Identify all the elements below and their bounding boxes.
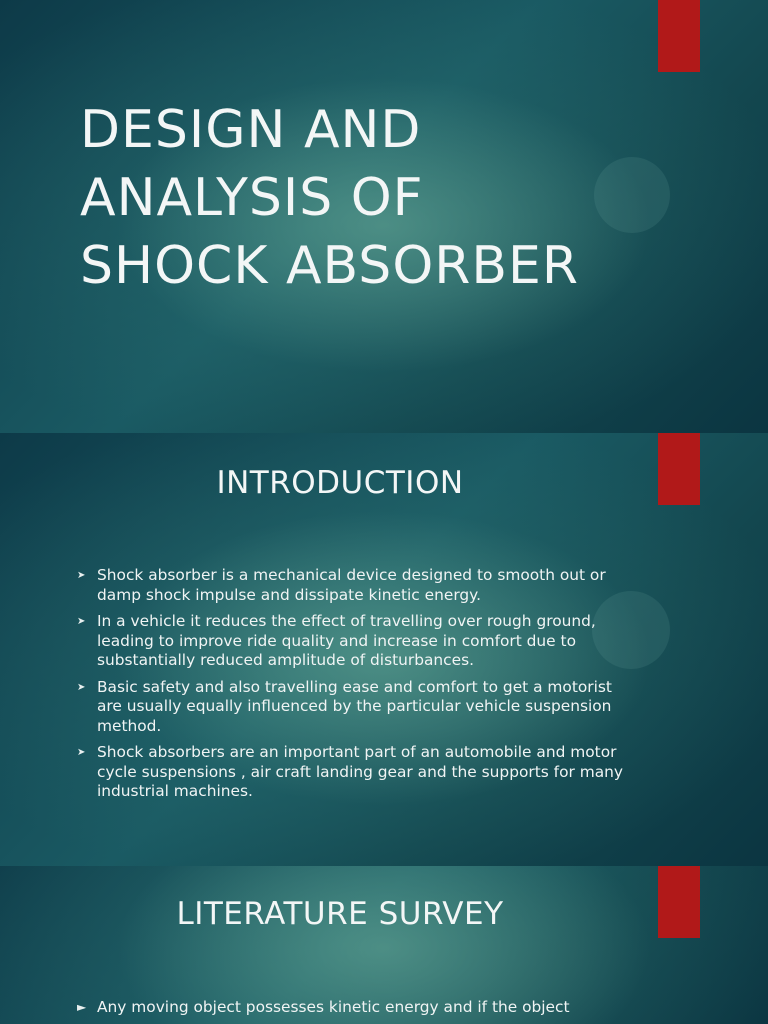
bullet-item (77, 678, 637, 737)
bullet-item (77, 998, 637, 1018)
arrow-bullet-icon: ➤ (77, 570, 86, 581)
bullet-item (77, 612, 637, 671)
bullet-text: In a vehicle it reduces the effect of travelling over rough ground, leading to improve ride quality and increase in comfort due to substantially reduced amplitude of disturbances. (97, 612, 596, 669)
slide-introduction (0, 433, 768, 866)
red-accent-bar (658, 0, 700, 72)
bullet-text: Basic safety and also travelling ease and comfort to get a motorist are usually equally influenced by the particular vehicle suspension method. (97, 677, 612, 735)
bullet-item (77, 743, 637, 802)
slide-literature-survey (0, 866, 768, 1024)
bullet-text: Shock absorbers are an important part of an automobile and motor cycle suspensions , air craft landing gear and the supports for many industrial machines. (97, 743, 623, 800)
bullet-item (77, 566, 637, 605)
arrow-bullet-icon: ➤ (77, 747, 86, 758)
title-line-3: SHOCK ABSORBER (80, 236, 580, 296)
arrow-bullet-icon: ➤ (77, 616, 86, 627)
title-line-2: ANALYSIS OF (80, 168, 424, 228)
bullet-text: Any moving object possesses kinetic energy and if the object (97, 998, 570, 1016)
slide-heading: LITERATURE SURVEY (176, 896, 504, 932)
bullet-list (77, 566, 637, 809)
bullet-text: Shock absorber is a mechanical device designed to smooth out or damp shock impulse and dissipate kinetic energy. (97, 566, 606, 604)
slide-heading: INTRODUCTION (216, 465, 464, 501)
bullet-list (77, 998, 637, 1024)
slide-title (0, 0, 768, 433)
slide-title-text (80, 96, 660, 300)
title-line-1: DESIGN AND (80, 100, 422, 160)
arrow-bullet-icon: ➤ (77, 681, 86, 693)
triangle-bullet-icon: ► (77, 1000, 87, 1014)
